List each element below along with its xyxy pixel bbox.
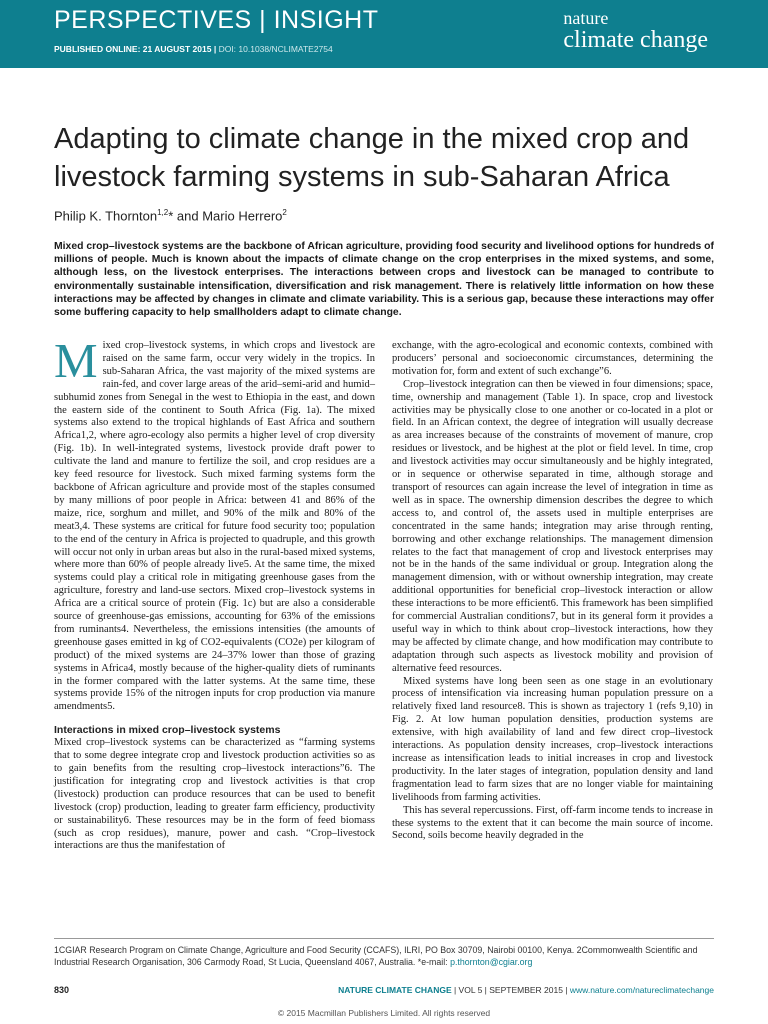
body-paragraph: This has several repercussions. First, off-farm income tends to increase in these systems to the extent that it can become the main source of income. Second, soils become heavily degraded in the	[392, 804, 713, 842]
copyright-notice: © 2015 Macmillan Publishers Limited. All rights reserved	[277, 1008, 491, 1018]
corresponding-mark: *	[168, 208, 174, 224]
body-paragraph	[54, 333, 375, 714]
journal-logo	[563, 9, 708, 52]
body-paragraph: Mixed systems have long been seen as one stage in an evolutionary process of intensification via increasing human population pressure on a relatively fixed land resource8. This is shown as trajectory 1 (refs 9,10) in Fig. 2. At low human population densities, production systems are extensive, with high availability of land and few direct crop–livestock interactions. As population density increases, crop–livestock interactions increase as intensification leads to initial increases in crop and livestock productivity. In the later stages of integration, population density and land fragmentation lead to farm sizes that are no longer viable for maintaining livelihoods from farming activities.	[392, 675, 713, 803]
journal-website-link[interactable]: www.nature.com/natureclimatechange	[569, 985, 714, 995]
footer-volume: | VOL 5 | SEPTEMBER 2015 |	[451, 985, 570, 995]
body-paragraph: Crop–livestock integration can then be viewed in four dimensions; space, time, ownership and management (Table 1). In space, crop and livestock activities may be physically close to one another or co-located in a plot or field. In an African context, the degree of integration will usually decrease as area increases because of the constraints of movement of manure, crop residues or livestock, and be highest at the plot or field level. In time, crop and livestock activities may occur simultaneously and be highly integrated, or in sequence or otherwise separated in time, although storage and transport of resources can again increase the level of integration in time as well as in space. The ownership dimension describes the degree to which access to, and control of, the assets used in multiple enterprises are concentrated in the same hands; integration may arise through renting, borrowing and other exchange relationships. The management dimension relates to the fact that management of crop and livestock enterprises may not be in the hands of the same individual or group. Integration along the management dimension, with or without ownership integration, may create additional opportunities for beneficial crop–livestock interaction or allow these interactions to be more efficient6. This framework has been simplified for commercial Australian conditions7, but in its general form it provides a useful way in which to think about crop–livestock interactions, how they may be affected by climate change, and how modification may contribute to adaptation through such aspects as livestock mobility and provision of alternative feed resources.	[392, 378, 713, 674]
author-list	[54, 208, 287, 223]
drop-cap: M	[54, 333, 98, 388]
footnote-text: 1CGIAR Research Program on Climate Change, Agriculture and Food Security (CCAFS), ILRI, PO Box 30709, Nairobi 00100, Kenya. 2Commonwealth Scientific and Industrial Research Organisation, 306 Carmody Road, St Lucia, Queensland 4067, Australia. *e-mail:	[54, 945, 698, 967]
section-heading: Interactions in mixed crop–livestock systems	[54, 724, 281, 737]
footnote-divider	[54, 938, 714, 939]
abstract: Mixed crop–livestock systems are the backbone of African agriculture, providing food security and livelihood options for hundreds of millions of people. Much is known about the impacts of climate change on the crop enterprises in the mixed systems, and some, although less, on the livestock enterprises. The interactions between crops and livestock can be managed to contribute to environmentally sustainable intensification, diversification and risk management. There is relatively little information on how these interactions may be affected by changes in climate and climate variability. This is a serious gap, because these interactions may offer some buffering capacity to help smallholders adapt to climate change.	[54, 241, 714, 319]
left-column	[54, 333, 375, 853]
journal-footer	[338, 985, 714, 995]
body-paragraph: Mixed crop–livestock systems can be characterized as “farming systems that to some degree integrate crop and livestock production activities so as to gain benefits from the resulting crop–livestock interactions”6. The justification for integrating crop and livestock activities is that crop (livestock) production can produce resources that can be used to benefit livestock (crop) production, leading to greater farm efficiency, productivity or sustainability6. These resources may be in the form of feed biomass (such as crop residues), manure, power and cash. “Crop–livestock interactions are thus the manifestation of	[54, 737, 375, 852]
right-column	[392, 340, 713, 843]
affiliation-footnotes	[54, 944, 714, 968]
journal-logo-line1: nature	[563, 8, 609, 28]
header-banner	[0, 0, 768, 68]
author-name: Philip K. Thornton	[54, 208, 158, 224]
page-number: 830	[54, 985, 70, 995]
author-affiliation: 2	[282, 208, 287, 217]
doi-link[interactable]: DOI: 10.1038/NCLIMATE2754	[218, 44, 333, 54]
footer-journal-name: NATURE CLIMATE CHANGE	[338, 985, 452, 995]
paragraph-text: ixed crop–livestock systems, in which crops and livestock are raised on the same farm, occur very widely in the tropics. In sub-Saharan Africa, the vast majority of the mixed systems are rain-fed, and cover large areas of the arid–semi-arid and humid–subhumid zones from Senegal in the west to Ethiopia in the east, and down the eastern side of the continent to South Africa (Fig. 1a). The mixed systems also extend to the tropical highlands of East Africa and southern Africa1,2, where agro-ecology also permits a higher level of crop diversity (Fig. 1b). In well-integrated systems, livestock provide draft power to cultivate the land and manure to fertilize the soil, and crop residues are a key feed resource for livestock. Such mixed farming systems form the backbone of African agriculture and provide most of the staples consumed by many millions of poor people in Africa: between 41 and 86% of the maize, rice, sorghum and millet, and 90% of the milk and 80% of the meat3,4. These systems are critical for future food security too; population to the end of the century in Africa is projected to quadruple, and this growth will occur not only in urban areas but also in the rural-based mixed systems, where more than 60% of people already live5. At the same time, the mixed systems could play a critical role in mitigating greenhouse gases from the agriculture, forestry and land-use sectors. Mixed crop–livestock systems in Africa are a critical source of protein (Fig. 1c) but are also a considerable source of greenhouse-gas emissions, accounting for 63% of the emissions from ruminants4. Nevertheless, the emissions intensities (the amounts of greenhouse gases emitted in kg of CO2-equivalents (CO2e) per kilogram of product) of the mixed systems are 24–37% lower than those of grazing systems in Africa4, mostly because of the higher-quality diets of ruminants in the former compared with the latter systems. At the same time, these systems provide 15% of the nitrogen inputs for crop production via manure amendments5.	[54, 340, 375, 713]
author-conjunction: and	[173, 208, 203, 224]
author-name: Mario Herrero	[202, 208, 283, 224]
contact-email-link[interactable]: p.thornton@cgiar.org	[450, 957, 533, 967]
author-affiliation: 1,2	[157, 208, 169, 217]
published-date: PUBLISHED ONLINE: 21 AUGUST 2015	[54, 44, 212, 54]
body-paragraph: exchange, with the agro-ecological and economic contexts, combined with producers’ personal and socioeconomic circumstances, determining the motivation for, form and extent of such exchange”6.	[392, 340, 713, 377]
section-label: PERSPECTIVES | INSIGHT	[54, 6, 379, 34]
journal-logo-line2: climate change	[563, 27, 708, 53]
publication-info: PUBLISHED ONLINE: 21 AUGUST 2015 | DOI: 10.1038/NCLIMATE2754	[54, 44, 333, 54]
article-title: Adapting to climate change in the mixed crop and livestock farming systems in sub-Saharan Africa	[54, 123, 690, 193]
